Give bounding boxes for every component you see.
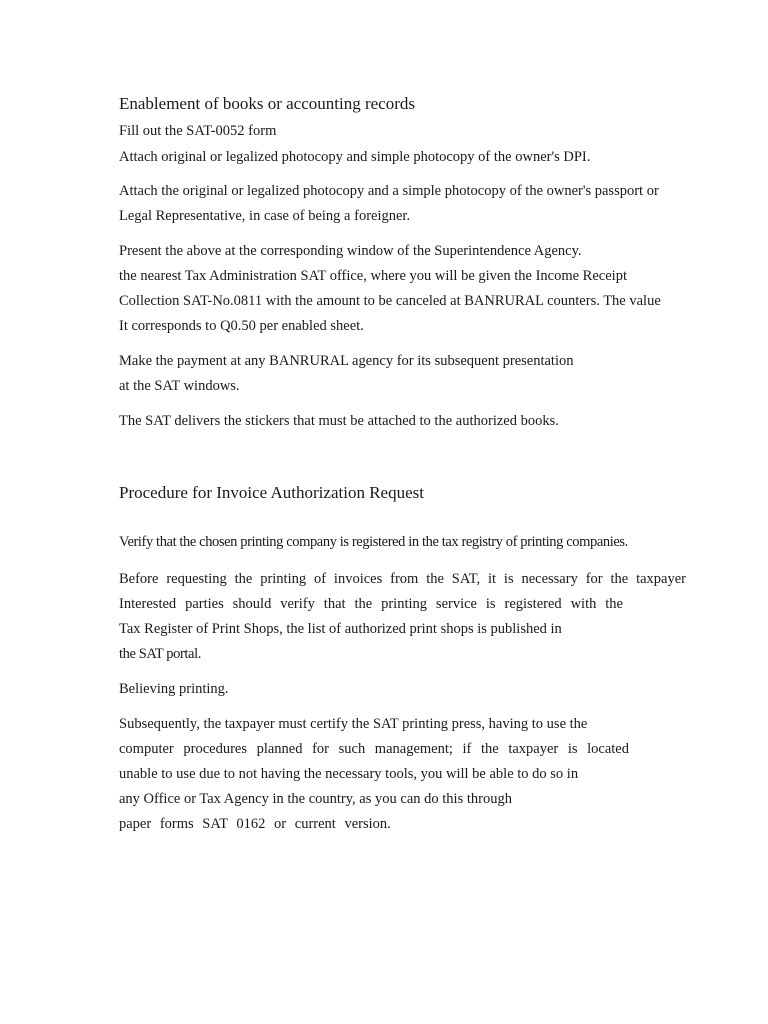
paragraph-line: Interested parties should verify that the printing service is registered with the [119,596,623,612]
paragraph-line: Collection SAT-No.0811 with the amount to be canceled at BANRURAL counters. The value [119,293,661,309]
paragraph-line: Subsequently, the taxpayer must certify the SAT printing press, having to use the [119,716,588,732]
paragraph-line: at the SAT windows. [119,378,240,394]
paragraph-line: Tax Register of Print Shops, the list of authorized print shops is published in [119,621,562,637]
paragraph-line: any Office or Tax Agency in the country, as you can do this through [119,791,512,807]
paragraph-line: Fill out the SAT-0052 form [119,123,277,139]
paragraph-line: Before requesting the printing of invoices from the SAT, it is necessary for the taxpayer [119,571,686,587]
paragraph-line: unable to use due to not having the necessary tools, you will be able to do so in [119,766,579,782]
paragraph-line: Attach original or legalized photocopy and simple photocopy of the owner's DPI. [119,149,591,165]
paragraph-line: the nearest Tax Administration SAT office, where you will be given the Income Receipt [119,268,627,284]
section-heading-books: Enablement of books or accounting records [119,94,415,113]
paragraph-line: The SAT delivers the stickers that must be attached to the authorized books. [119,413,559,429]
section-heading-invoice: Procedure for Invoice Authorization Request [119,483,424,502]
paragraph-line: Attach the original or legalized photocopy and a simple photocopy of the owner's passport or [119,183,659,199]
paragraph-line: Verify that the chosen printing company is registered in the tax registry of printing companies. [119,534,628,550]
paragraph-line: Make the payment at any BANRURAL agency for its subsequent presentation [119,353,574,369]
paragraph-line: paper forms SAT 0162 or current version. [119,816,391,832]
paragraph-line: Legal Representative, in case of being a foreigner. [119,208,411,224]
paragraph-line: Believing printing. [119,681,229,697]
paragraph-line: It corresponds to Q0.50 per enabled sheet. [119,318,364,334]
paragraph-line: Present the above at the corresponding window of the Superintendence Agency. [119,243,582,259]
paragraph-line: the SAT portal. [119,646,201,662]
paragraph-line: computer procedures planned for such management; if the taxpayer is located [119,741,629,757]
